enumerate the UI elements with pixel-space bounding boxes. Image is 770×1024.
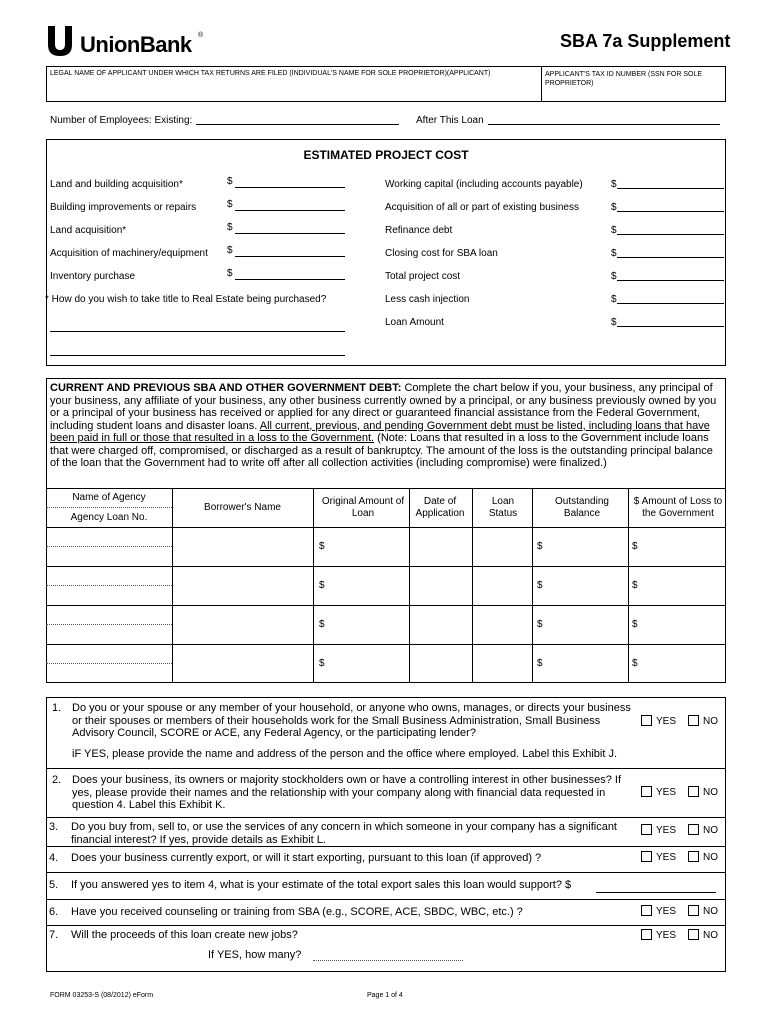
q7-jobs-input[interactable] <box>313 948 463 961</box>
q4-number: 4. <box>49 852 59 864</box>
title-question: * How do you wish to take title to Real Estate being purchased? <box>45 294 327 305</box>
cost-item-refinance: Refinance debt <box>385 225 453 236</box>
q4-yes-option[interactable]: YES <box>641 851 676 863</box>
cost-item-loan-amount: Loan Amount <box>385 317 444 328</box>
q6-yes-checkbox[interactable] <box>641 905 652 916</box>
debt-intro <box>50 382 722 470</box>
col-agency-loan-no: Agency Loan No. <box>70 512 148 523</box>
currency-symbol: $ <box>611 294 617 305</box>
cost-item-machinery: Acquisition of machinery/equipment <box>50 248 208 259</box>
currency-symbol: $ <box>227 222 233 233</box>
brand-name: UnionBank <box>80 32 192 57</box>
q2-number: 2. <box>52 774 62 786</box>
cost-input-inventory[interactable] <box>235 268 345 280</box>
cost-item-improvements: Building improvements or repairs <box>50 202 197 213</box>
q1-yes-checkbox[interactable] <box>641 715 652 726</box>
cost-item-working-capital: Working capital (including accounts payable) <box>385 179 583 190</box>
q7-number: 7. <box>49 929 59 941</box>
cost-item-land: Land acquisition* <box>50 225 127 236</box>
q7-text: Will the proceeds of this loan create new jobs? <box>71 929 298 941</box>
q1-follow: iF YES, please provide the name and address of the person and the office where employed. Label this Exhibit J. <box>72 748 618 760</box>
legal-name-label: LEGAL NAME OF APPLICANT UNDER WHICH TAX RETURNS ARE FILED (INDIVIDUAL'S NAME FOR SOLE PROPRIETOR)(APPLICANT) <box>50 70 491 77</box>
cost-input-cash-injection[interactable] <box>617 291 724 304</box>
brand-mark: ® <box>198 32 204 39</box>
cost-input-existing-business[interactable] <box>617 199 724 212</box>
currency-symbol: $ <box>537 580 543 591</box>
q1-text: Do you or your spouse or any member of your household, or anyone who owns, manages, or directs your business or their spouses or members of their households work for the Small Business Administration, Small Business Advisory Council, SCORE or ACE, any Federal Agency, or the participating lender? <box>72 702 631 739</box>
q2-no-option[interactable]: NO <box>688 786 718 798</box>
q7-yes-option[interactable]: YES <box>641 929 676 941</box>
q2-text: Does your business, its owners or majority stockholders own or have a controlling interest in other businesses? If yes, please provide their names and the relationship with your company along with financial data requested in question 4. Label this Exhibit K. <box>72 774 622 811</box>
currency-symbol: $ <box>611 317 617 328</box>
q3-no-option[interactable]: NO <box>688 824 718 836</box>
q7-no-option[interactable]: NO <box>688 929 718 941</box>
col-borrower: Borrower's Name <box>204 502 281 513</box>
q3-yes-checkbox[interactable] <box>641 824 652 835</box>
q1-yes-option[interactable]: YES <box>641 715 676 727</box>
cost-input-loan-amount[interactable] <box>617 314 724 327</box>
cost-item-total: Total project cost <box>385 271 461 282</box>
col-date: Date of Application <box>415 496 465 519</box>
q6-text: Have you received counseling or training from SBA (e.g., SCORE, ACE, SBDC, WBC, etc.) ? <box>71 906 523 918</box>
debt-intro-text: Complete the chart below if you, your business, any principal of your business, any affiliate of your business, any other business currently owned by a principal, or any business previously owned by you or a principal of your business has received or applied for any direct or guaranteed financial assistance from the Federal Government, including student loans and disaster loans. <box>50 382 717 432</box>
q4-no-option[interactable]: NO <box>688 851 718 863</box>
q3-text: Do you buy from, sell to, or use the services of any concern in which someone in your company has a significant financial interest? If yes, provide details as Exhibit L. <box>71 821 617 846</box>
q7-yes-checkbox[interactable] <box>641 929 652 940</box>
q3-no-checkbox[interactable] <box>688 824 699 835</box>
currency-symbol: $ <box>227 199 233 210</box>
currency-symbol: $ <box>537 619 543 630</box>
currency-symbol: $ <box>632 541 638 552</box>
debt-intro-heading: CURRENT AND PREVIOUS SBA AND OTHER GOVERNMENT DEBT: <box>50 382 402 394</box>
project-cost-title: ESTIMATED PROJECT COST <box>303 148 469 162</box>
q6-no-checkbox[interactable] <box>688 905 699 916</box>
currency-symbol: $ <box>227 268 233 279</box>
currency-symbol: $ <box>632 619 638 630</box>
cost-item-land-building: Land and building acquisition* <box>50 179 183 190</box>
form-id: FORM 03253-S (08/2012) eForm <box>50 992 154 999</box>
col-outstanding: Outstanding Balance <box>555 496 609 519</box>
currency-symbol: $ <box>632 658 638 669</box>
currency-symbol: $ <box>632 580 638 591</box>
title-answer-line-1[interactable] <box>50 320 345 332</box>
union-bank-logo-icon <box>46 24 74 58</box>
cost-input-closing[interactable] <box>617 245 724 258</box>
col-loss: $ Amount of Loss to the Government <box>633 496 723 519</box>
currency-symbol: $ <box>611 271 617 282</box>
currency-symbol: $ <box>227 176 233 187</box>
debt-intro-underlined: All current, previous, and pending Government debt must be listed, including loans that have been paid in full or those that resulted in a loss to the Government. <box>50 419 710 444</box>
q7-no-checkbox[interactable] <box>688 929 699 940</box>
tax-id-input[interactable] <box>543 90 724 100</box>
employees-existing-label: Number of Employees: Existing: <box>50 115 193 126</box>
q7-follow: If YES, how many? <box>208 949 302 961</box>
q3-number: 3. <box>49 821 59 833</box>
q4-no-checkbox[interactable] <box>688 851 699 862</box>
col-status: Loan Status <box>488 496 518 519</box>
q1-number: 1. <box>52 702 62 714</box>
bank-logo <box>46 24 206 64</box>
debt-intro-note: (Note: Loans that resulted in a loss to the Government include loans that were charged off, compromised, or discharged as a result of bankruptcy. The amount of the loss is the outstanding principal balance of the loan that the Government had to write off after all collection activities (including compromise) were finalized.) <box>50 432 713 469</box>
currency-symbol: $ <box>611 248 617 259</box>
cost-input-machinery[interactable] <box>235 245 345 257</box>
q4-yes-checkbox[interactable] <box>641 851 652 862</box>
q6-number: 6. <box>49 906 59 918</box>
cost-item-closing: Closing cost for SBA loan <box>385 248 498 259</box>
currency-symbol: $ <box>227 245 233 256</box>
cost-item-existing-business: Acquisition of all or part of existing business <box>385 202 579 213</box>
cost-input-working-capital[interactable] <box>617 176 724 189</box>
col-agency-name: Name of Agency <box>72 492 146 503</box>
q5-number: 5. <box>49 879 59 891</box>
currency-symbol: $ <box>537 658 543 669</box>
currency-symbol: $ <box>611 225 617 236</box>
page-number: Page 1 of 4 <box>367 992 403 999</box>
legal-name-input[interactable] <box>48 80 540 100</box>
currency-symbol: $ <box>319 580 325 591</box>
form-title: SBA 7a Supplement <box>560 31 731 51</box>
q1-no-checkbox[interactable] <box>688 715 699 726</box>
cost-input-refinance[interactable] <box>617 222 724 235</box>
q4-text: Does your business currently export, or will it start exporting, pursuant to this loan (if approved) ? <box>71 852 542 864</box>
col-original-amount: Original Amount of Loan <box>321 496 405 519</box>
q6-no-option[interactable]: NO <box>688 905 718 917</box>
q2-yes-checkbox[interactable] <box>641 786 652 797</box>
employees-after-input[interactable] <box>488 113 720 125</box>
cost-item-cash-injection: Less cash injection <box>385 294 470 305</box>
cost-input-improvements[interactable] <box>235 199 345 211</box>
cost-input-total[interactable] <box>617 268 724 281</box>
cost-input-land-building[interactable] <box>235 176 345 188</box>
q3-yes-option[interactable]: YES <box>641 824 676 836</box>
currency-symbol: $ <box>319 658 325 669</box>
q2-yes-option[interactable]: YES <box>641 786 676 798</box>
q2-no-checkbox[interactable] <box>688 786 699 797</box>
employees-after-label: After This Loan <box>416 115 484 126</box>
currency-symbol: $ <box>319 619 325 630</box>
q5-text: If you answered yes to item 4, what is your estimate of the total export sales this loan would support? $ <box>71 879 572 891</box>
currency-symbol: $ <box>611 202 617 213</box>
tax-id-label: APPLICANT'S TAX ID NUMBER (SSN FOR SOLE PROPRIETOR) <box>545 71 703 87</box>
cost-item-inventory: Inventory purchase <box>50 271 136 282</box>
title-answer-line-2[interactable] <box>50 344 345 356</box>
currency-symbol: $ <box>319 541 325 552</box>
cost-input-land[interactable] <box>235 222 345 234</box>
currency-symbol: $ <box>537 541 543 552</box>
q1-no-option[interactable]: NO <box>688 715 718 727</box>
employees-existing-input[interactable] <box>196 113 399 125</box>
q5-export-sales-input[interactable] <box>596 880 716 893</box>
currency-symbol: $ <box>611 179 617 190</box>
q6-yes-option[interactable]: YES <box>641 905 676 917</box>
